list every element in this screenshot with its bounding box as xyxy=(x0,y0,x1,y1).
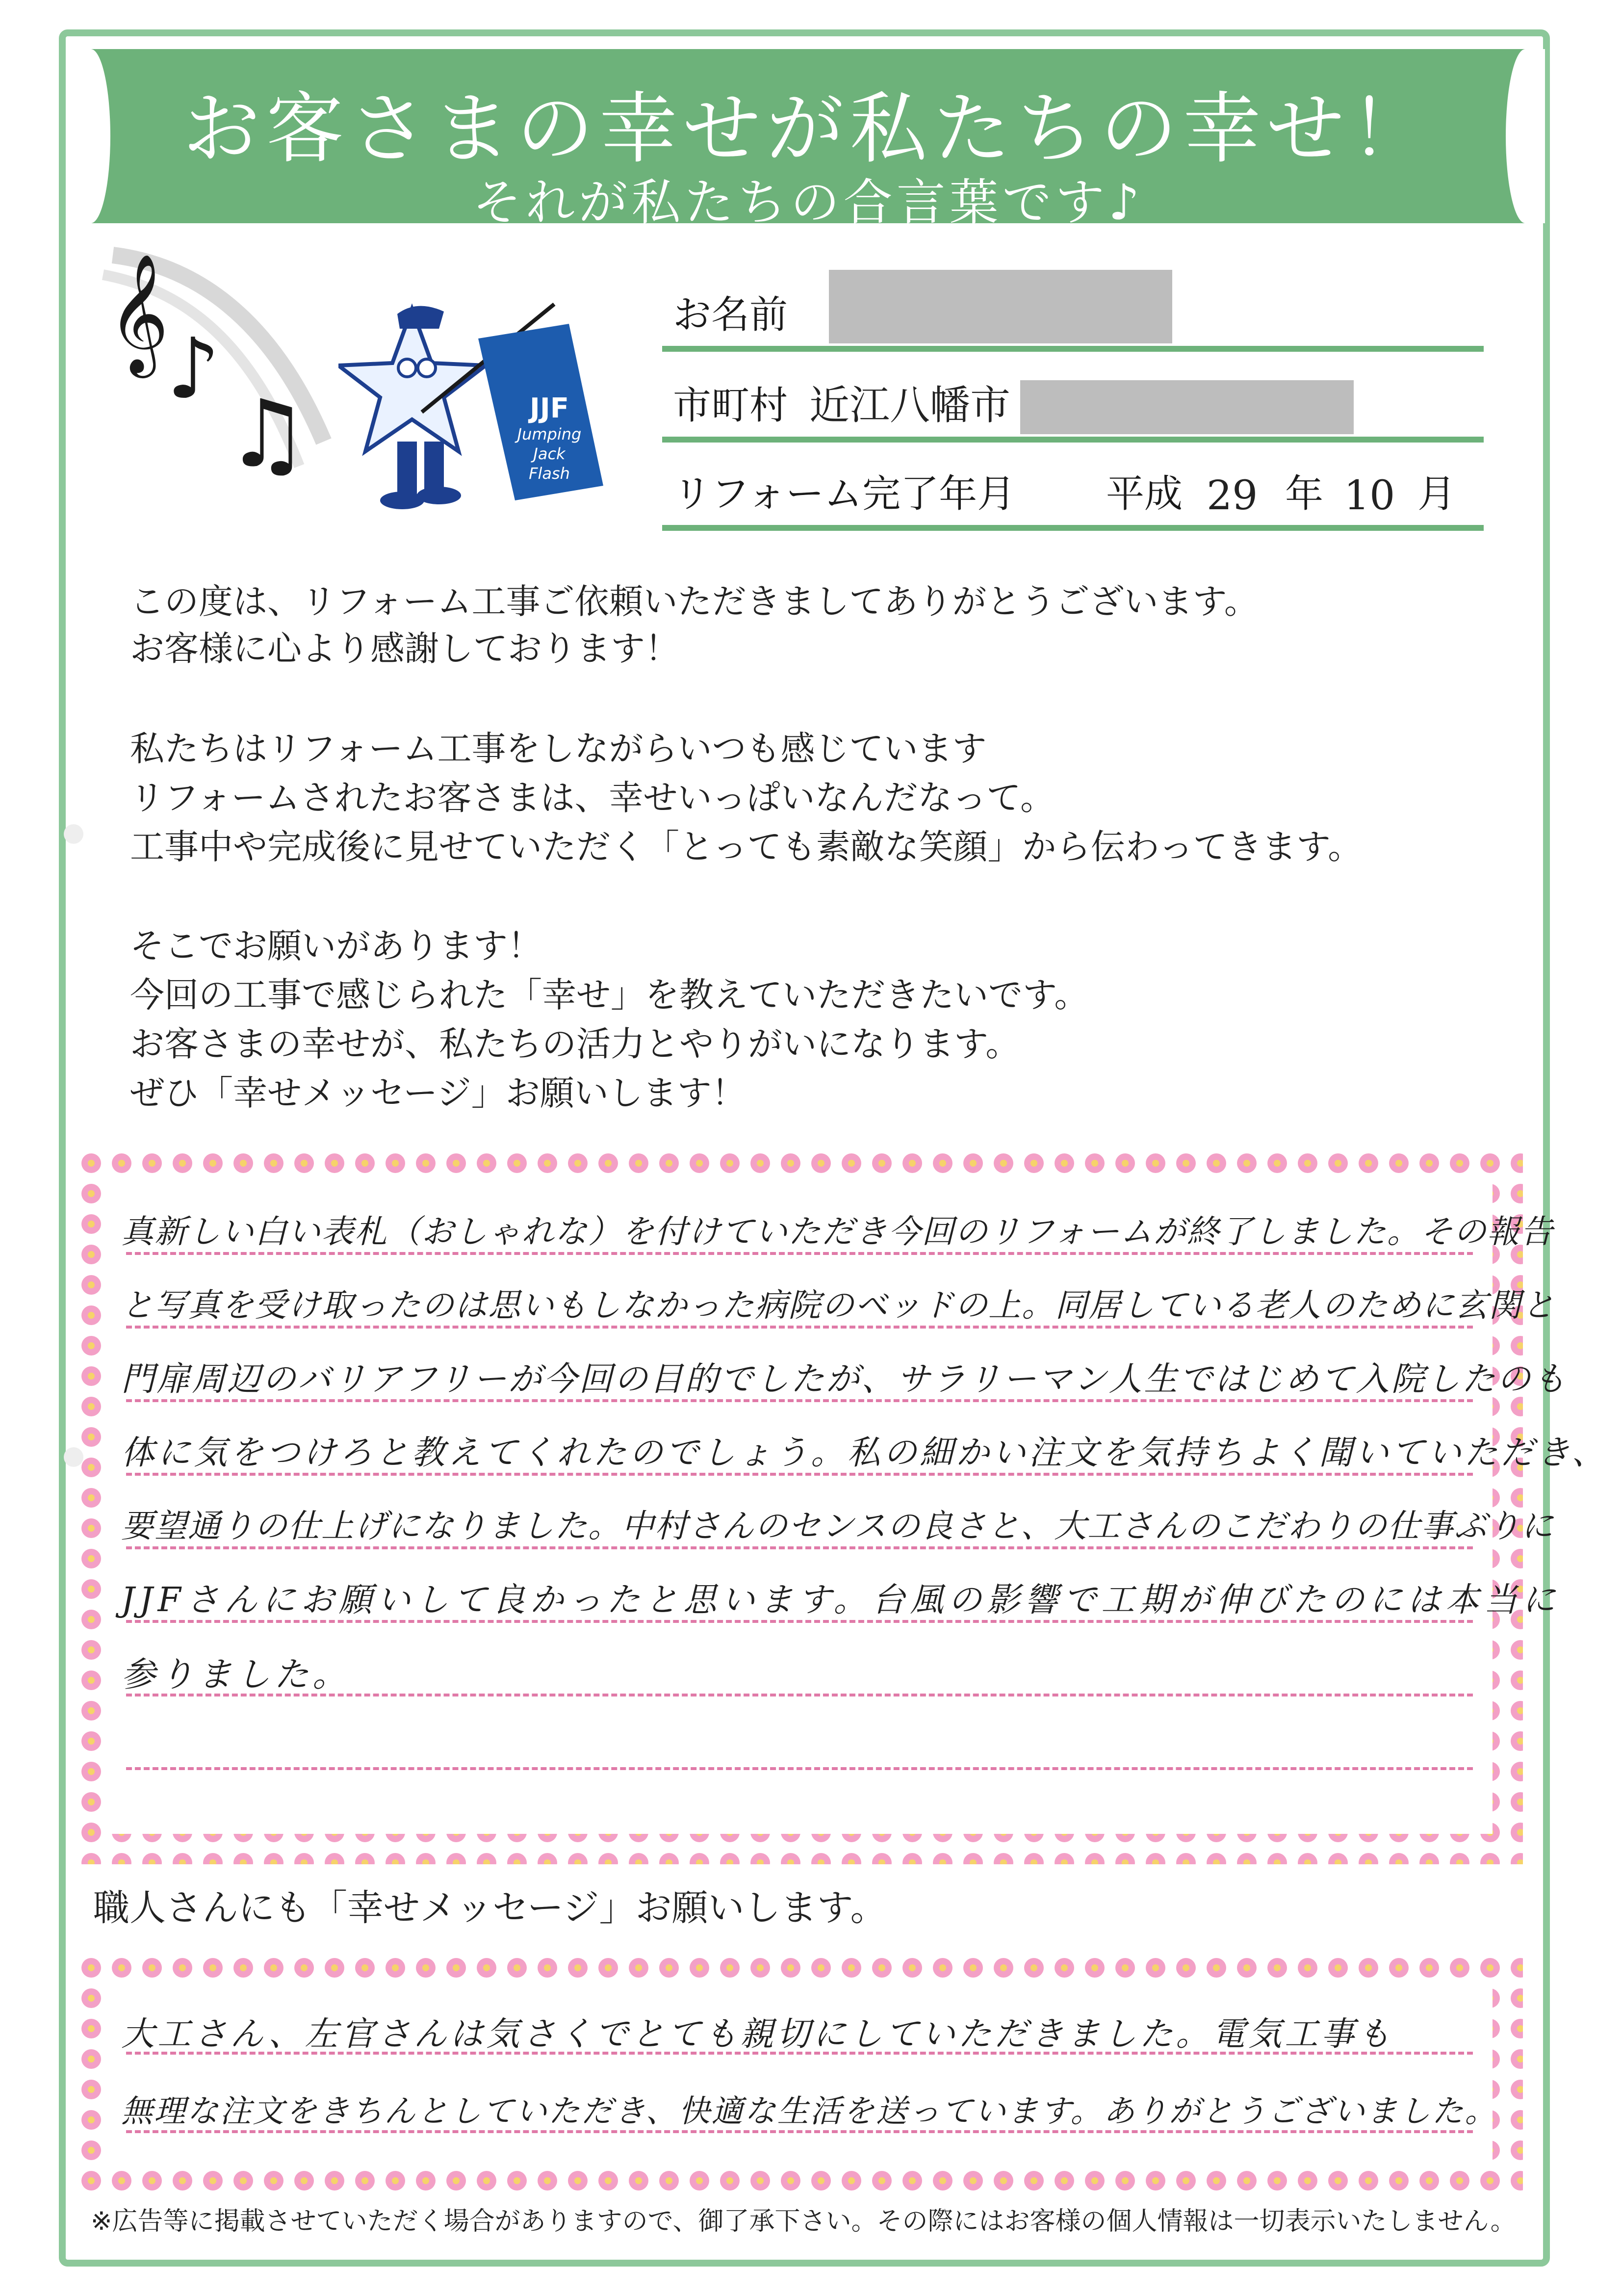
message-line: 参りました。 xyxy=(121,1654,351,1695)
intro-line: この度は、リフォーム工事ご依頼いただきましてありがとうございます。 xyxy=(130,581,1259,622)
message-line: 無理な注文をきちんとしていただき、快適な生活を送っています。ありがとうございました。 xyxy=(121,2093,1498,2130)
intro-line: ぜひ「幸せメッセージ」お願いします！ xyxy=(130,1073,746,1113)
music-notes-icon xyxy=(93,235,358,491)
city-value: 近江八幡市 xyxy=(809,382,1011,429)
punch-hole xyxy=(64,824,83,844)
svg-text:♪: ♪ xyxy=(167,320,220,417)
svg-text:♫: ♫ xyxy=(226,380,309,488)
date-label: リフォーム完了年月 xyxy=(673,472,1016,516)
customer-message-box[interactable] xyxy=(106,1178,1608,1834)
svg-text:𝄞: 𝄞 xyxy=(108,253,169,373)
footnote: ※広告等に掲載させていただく場合がありますので、御了承下さい。その際にはお客様の個人情報は一切表示いたしません。 xyxy=(91,2207,1516,2236)
message-line: 体に気をつけろと教えてくれたのでしょう。私の細かい注文を気持ちよく聞いていただき、 xyxy=(121,1434,1608,1472)
logo-line: Jack xyxy=(533,444,566,463)
craftsman-message-box[interactable] xyxy=(106,1983,1498,2163)
redacted-name xyxy=(829,270,1172,343)
writing-line xyxy=(126,1546,1473,1549)
header-banner xyxy=(91,49,1525,231)
intro-line: 工事中や完成後に見せていただく「とっても素敵な笑顔」から伝わってきます。 xyxy=(130,827,1363,867)
intro-line: お客さまの幸せが、私たちの活力とやりがいになります。 xyxy=(130,1024,1020,1064)
writing-line xyxy=(126,1326,1473,1329)
date-year-unit: 年 xyxy=(1285,472,1324,516)
date-era: 平成 xyxy=(1106,472,1183,516)
date-month-unit: 月 xyxy=(1417,472,1456,516)
craftsman-heading: 職人さんにも「幸せメッセージ」お願いします。 xyxy=(93,1887,887,1929)
name-label: お名前 xyxy=(673,293,788,337)
message-line: 大工さん、左官さんは気さくでとても親切にしていただきました。電気工事も xyxy=(121,2015,1394,2054)
name-field[interactable] xyxy=(662,289,1484,352)
banner-subtitle: それが私たちの合言葉です♪ xyxy=(472,174,1144,231)
banner-title: お客さまの幸せが私たちの幸せ！ xyxy=(182,84,1434,174)
intro-line: 私たちはリフォーム工事をしながらいつも感じています xyxy=(130,729,987,769)
redacted-address xyxy=(1020,380,1354,434)
logo-line: Flash xyxy=(529,464,570,483)
intro-line: 今回の工事で感じられた「幸せ」を教えていただきたいです。 xyxy=(130,975,1089,1015)
city-label: 市町村 xyxy=(673,384,788,428)
logo-line: Jumping xyxy=(517,425,582,444)
city-field[interactable] xyxy=(662,380,1484,443)
message-line: 真新しい白い表札（おしゃれな）を付けていただき今回のリフォームが終了しました。その報告 xyxy=(121,1213,1554,1251)
message-line: 門扉周辺のバリアフリーが今回の目的でしたが、サラリーマン人生ではじめて入院したのも xyxy=(121,1360,1568,1399)
date-month: 10 xyxy=(1344,472,1395,519)
mascot-flag-text xyxy=(508,392,591,483)
writing-line xyxy=(126,1767,1473,1770)
intro-line: そこでお願いがあります！ xyxy=(130,926,542,966)
logo-text: JJF xyxy=(530,392,569,424)
message-line: 要望通りの仕上げになりました。中村さんのセンスの良さと、大工さんのこだわりの仕事ぶりに xyxy=(121,1507,1555,1545)
date-field[interactable] xyxy=(662,469,1484,531)
writing-line xyxy=(126,1252,1473,1255)
date-year: 29 xyxy=(1207,472,1258,519)
intro-line: リフォームされたお客さまは、幸せいっぱいなんだなって。 xyxy=(130,778,1055,818)
intro-line: お客様に心より感謝しております！ xyxy=(130,628,679,669)
message-line: と写真を受け取ったのは思いもしなかった病院のベッドの上。同居している老人のために玄関と xyxy=(121,1286,1555,1324)
message-line: JJFさんにお願いして良かったと思います。台風の影響で工期が伸びたのには本当に xyxy=(121,1581,1561,1619)
